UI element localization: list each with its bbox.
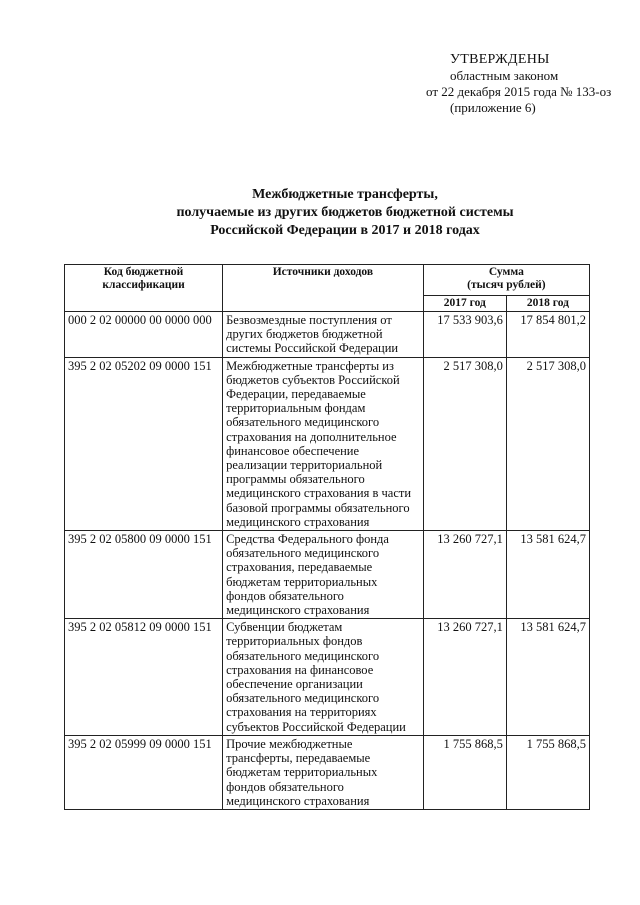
document-title-line-1: Межбюджетные трансферты, xyxy=(252,187,438,202)
table-row xyxy=(65,312,590,358)
row-value-2018: 17 854 801,2 xyxy=(506,312,589,358)
row-code: 395 2 02 05202 09 0000 151 xyxy=(65,357,223,530)
row-value-2017: 1 755 868,5 xyxy=(423,735,506,809)
table-row xyxy=(65,619,590,736)
approval-law-type: областным законом xyxy=(450,68,559,83)
document-title xyxy=(0,186,640,240)
row-code: 000 2 02 00000 00 0000 000 xyxy=(65,312,223,358)
row-code: 395 2 02 05999 09 0000 151 xyxy=(65,735,223,809)
transfers-table xyxy=(64,264,590,810)
approval-law-date: от 22 декабря 2015 года № 133-оз xyxy=(426,84,612,99)
table-header-row xyxy=(65,265,590,296)
document-title-line-2: получаемые из других бюджетов бюджетной системы xyxy=(176,205,514,220)
row-value-2017: 2 517 308,0 xyxy=(423,357,506,530)
row-value-2018: 2 517 308,0 xyxy=(506,357,589,530)
table-row xyxy=(65,735,590,809)
row-value-2017: 13 260 727,1 xyxy=(423,619,506,736)
row-source: Средства Федерального фонда обязательного медицинского страхования, передаваемые бюджетам территориальных фондов обязательного медицинского страхования xyxy=(223,531,424,619)
row-value-2017: 17 533 903,6 xyxy=(423,312,506,358)
row-code: 395 2 02 05800 09 0000 151 xyxy=(65,531,223,619)
header-sum-unit: (тысяч рублей) xyxy=(467,279,546,291)
header-sum xyxy=(423,265,589,296)
document-title-line-3: Российской Федерации в 2017 и 2018 годах xyxy=(210,223,480,238)
row-source: Прочие межбюджетные трансферты, передаваемые бюджетам территориальных фондов обязательного медицинского страхования xyxy=(223,735,424,809)
row-source: Субвенции бюджетам территориальных фондов обязательного медицинского страхования на финансовое обеспечение организации обязательного медицинского страхования на территориях субъектов Российской Федерации xyxy=(223,619,424,736)
header-sum-label: Сумма xyxy=(488,266,524,278)
header-source: Источники доходов xyxy=(223,265,424,312)
approval-stamp xyxy=(410,52,638,116)
table-row xyxy=(65,531,590,619)
row-value-2017: 13 260 727,1 xyxy=(423,531,506,619)
row-value-2018: 13 581 624,7 xyxy=(506,531,589,619)
row-source: Межбюджетные трансферты из бюджетов субъектов Российской Федерации, передаваемые территориальным фондам обязательного медицинского страхования на дополнительное финансовое обеспечение реализации территориальной программы обязательного медицинского страхования в части базовой программы обязательного медицинского страхования xyxy=(223,357,424,530)
header-year-2018: 2018 год xyxy=(506,296,589,312)
row-source: Безвозмездные поступления от других бюджетов бюджетной системы Российской Федерации xyxy=(223,312,424,358)
table-row xyxy=(65,357,590,530)
approval-appendix: (приложение 6) xyxy=(450,100,536,115)
approval-title: УТВЕРЖДЕНЫ xyxy=(450,52,550,67)
header-code: Код бюджетной классификации xyxy=(65,265,223,312)
header-year-2017: 2017 год xyxy=(423,296,506,312)
row-value-2018: 13 581 624,7 xyxy=(506,619,589,736)
row-code: 395 2 02 05812 09 0000 151 xyxy=(65,619,223,736)
row-value-2018: 1 755 868,5 xyxy=(506,735,589,809)
